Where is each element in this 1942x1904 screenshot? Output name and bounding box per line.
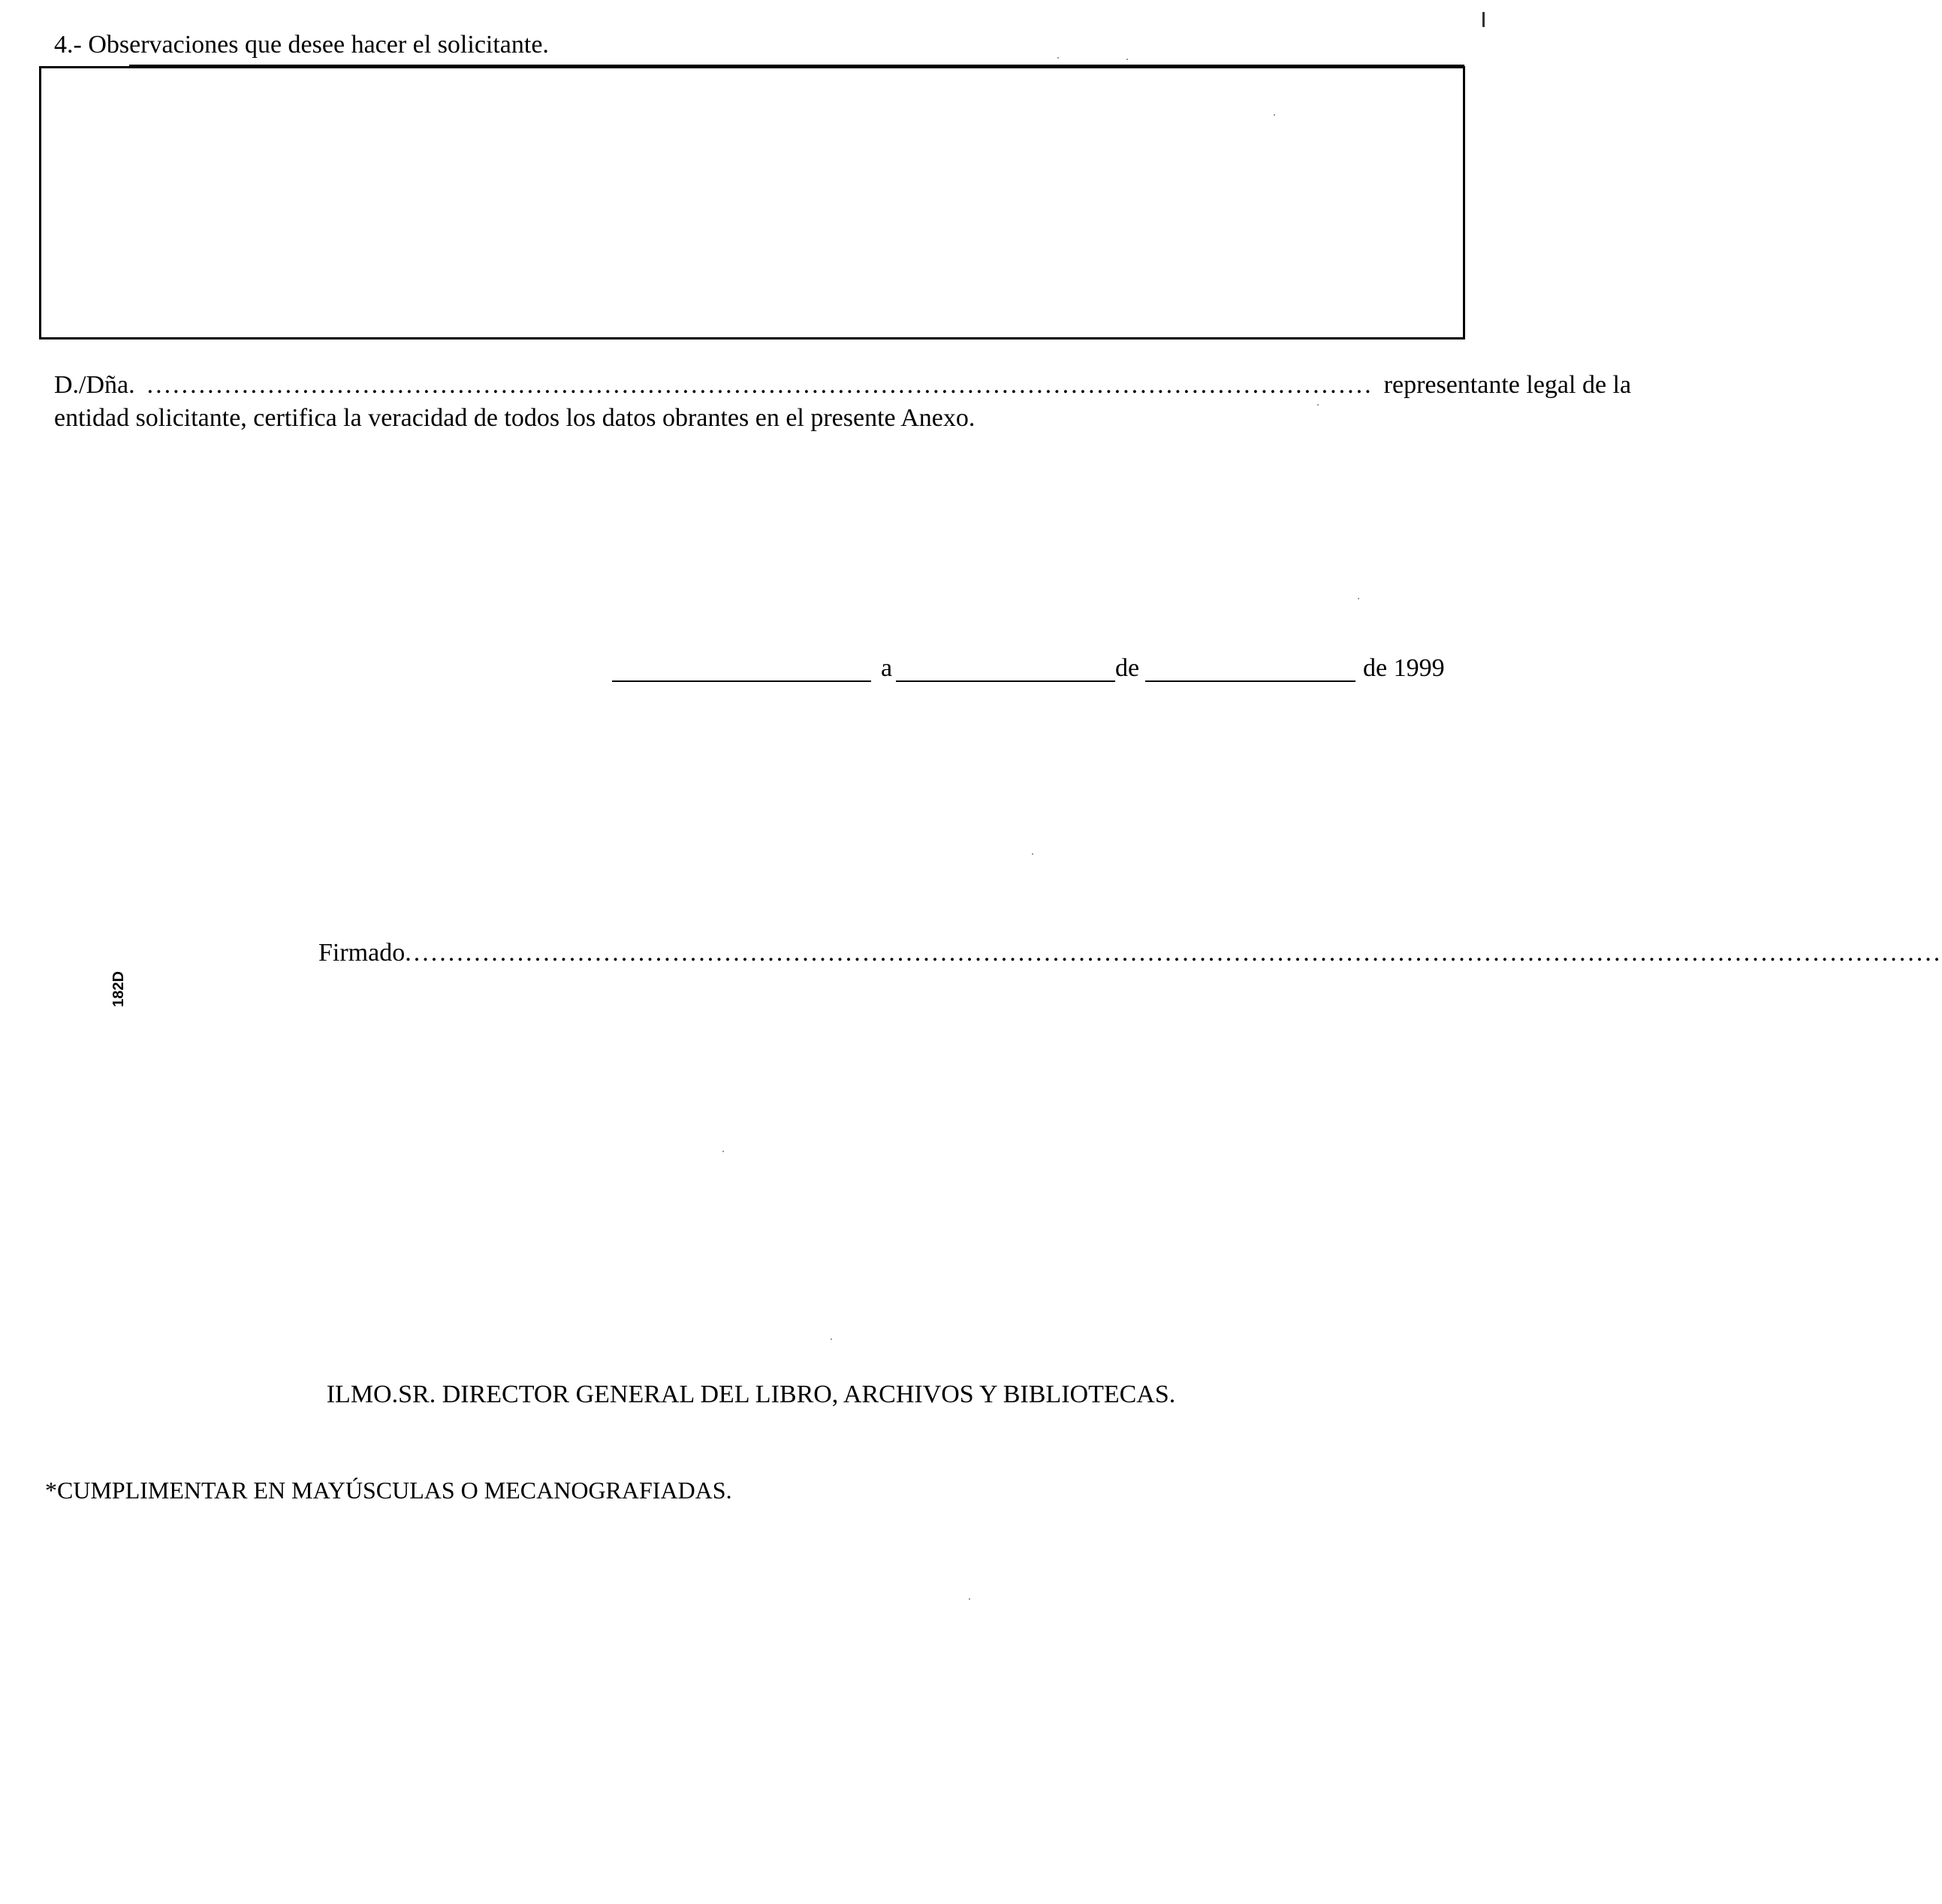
date-year: de 1999 [1363,654,1445,682]
scan-speck [1317,404,1319,406]
signature-line [318,937,1942,969]
scan-mark [1482,12,1485,27]
footnote: *CUMPLIMENTAR EN MAYÚSCULAS O MECANOGRAFIADAS. [45,1477,732,1504]
scan-speck [722,1151,724,1152]
place-blank[interactable] [612,680,871,682]
certification-line-2: entidad solicitante, certifica la veracidad de todos los datos obrantes en el presente Anexo. [54,404,976,432]
observations-box[interactable] [39,66,1465,339]
addressee: ILMO.SR. DIRECTOR GENERAL DEL LIBRO, ARCHIVOS Y BIBLIOTECAS. [326,1380,1176,1408]
name-prefix: D./Dña. [54,371,135,399]
signature-fill-line[interactable]: .................................................................................................................................................................................. [405,939,1942,967]
scan-speck [1274,114,1275,116]
scan-speck [1358,598,1359,599]
date-word-de: de [1115,654,1140,682]
month-blank[interactable] [1145,680,1355,682]
name-fill-line[interactable]: .............................................................................................................................................. [146,371,1374,399]
scan-speck [1032,853,1033,855]
scan-speck [831,1338,832,1340]
side-form-code: 182D [110,971,127,1007]
scan-speck [1057,57,1059,59]
day-blank[interactable] [896,680,1115,682]
section-4-heading: 4.- Observaciones que desee hacer el solicitante. [54,31,549,59]
certification-line-1 [54,370,1632,401]
representative-text: representante legal de la [1383,371,1632,399]
signature-label: Firmado [318,939,406,967]
date-word-a: a [881,654,893,682]
scan-speck [1126,59,1128,60]
scan-speck [969,1598,970,1600]
date-line [612,650,1445,686]
